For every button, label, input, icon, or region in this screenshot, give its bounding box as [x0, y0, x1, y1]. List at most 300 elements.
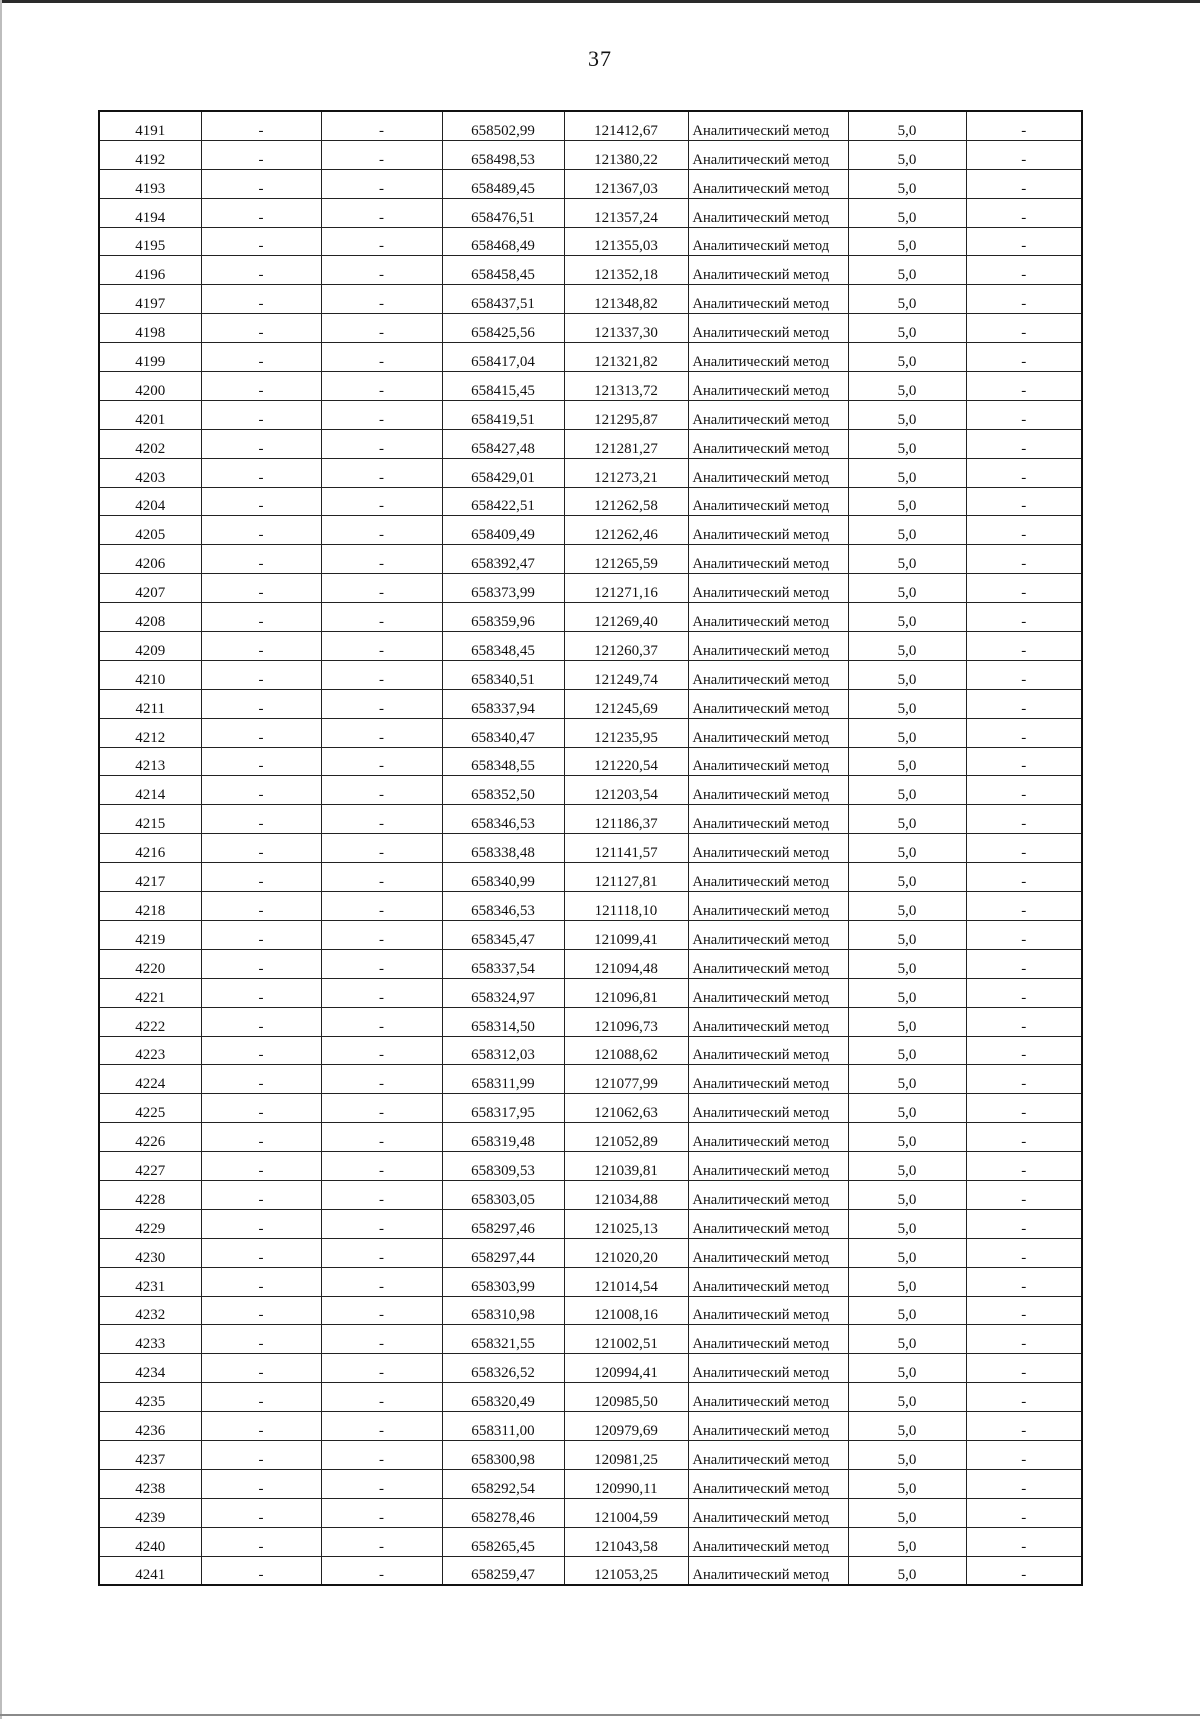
- old-y-cell: -: [321, 1036, 442, 1065]
- point-number-cell: 4227: [99, 1152, 201, 1181]
- old-y-cell: -: [321, 1527, 442, 1556]
- y-coordinate-cell: 121002,51: [564, 1325, 688, 1354]
- old-y-cell: -: [321, 603, 442, 632]
- precision-cell: 5,0: [848, 603, 966, 632]
- table-row: [99, 516, 1082, 545]
- precision-cell: 5,0: [848, 660, 966, 689]
- method-cell: Аналитический метод: [688, 1556, 848, 1585]
- x-coordinate-cell: 658419,51: [442, 400, 564, 429]
- point-number-cell: 4235: [99, 1383, 201, 1412]
- y-coordinate-cell: 121008,16: [564, 1296, 688, 1325]
- precision-cell: 5,0: [848, 1007, 966, 1036]
- y-coordinate-cell: 121186,37: [564, 805, 688, 834]
- method-cell: Аналитический метод: [688, 1469, 848, 1498]
- old-x-cell: -: [201, 1325, 321, 1354]
- precision-cell: 5,0: [848, 1325, 966, 1354]
- precision-cell: 5,0: [848, 1296, 966, 1325]
- old-y-cell: -: [321, 1412, 442, 1441]
- precision-cell: 5,0: [848, 834, 966, 863]
- point-number-cell: 4221: [99, 978, 201, 1007]
- precision-cell: 5,0: [848, 863, 966, 892]
- precision-cell: 5,0: [848, 343, 966, 372]
- method-cell: Аналитический метод: [688, 1440, 848, 1469]
- table-row: [99, 978, 1082, 1007]
- table-row: [99, 574, 1082, 603]
- x-coordinate-cell: 658317,95: [442, 1094, 564, 1123]
- method-cell: Аналитический метод: [688, 140, 848, 169]
- x-coordinate-cell: 658338,48: [442, 834, 564, 863]
- note-cell: -: [966, 1440, 1082, 1469]
- point-number-cell: 4194: [99, 198, 201, 227]
- table-row: [99, 603, 1082, 632]
- method-cell: Аналитический метод: [688, 776, 848, 805]
- old-x-cell: -: [201, 949, 321, 978]
- note-cell: -: [966, 1094, 1082, 1123]
- y-coordinate-cell: 121034,88: [564, 1180, 688, 1209]
- point-number-cell: 4204: [99, 487, 201, 516]
- table-row: [99, 660, 1082, 689]
- old-x-cell: -: [201, 776, 321, 805]
- x-coordinate-cell: 658259,47: [442, 1556, 564, 1585]
- old-x-cell: -: [201, 1354, 321, 1383]
- method-cell: Аналитический метод: [688, 1094, 848, 1123]
- method-cell: Аналитический метод: [688, 920, 848, 949]
- old-y-cell: -: [321, 545, 442, 574]
- precision-cell: 5,0: [848, 487, 966, 516]
- table-row: [99, 1036, 1082, 1065]
- old-x-cell: -: [201, 169, 321, 198]
- old-x-cell: -: [201, 660, 321, 689]
- old-x-cell: -: [201, 1412, 321, 1441]
- method-cell: Аналитический метод: [688, 978, 848, 1007]
- x-coordinate-cell: 658422,51: [442, 487, 564, 516]
- note-cell: -: [966, 1238, 1082, 1267]
- x-coordinate-cell: 658326,52: [442, 1354, 564, 1383]
- old-x-cell: -: [201, 1123, 321, 1152]
- note-cell: -: [966, 863, 1082, 892]
- x-coordinate-cell: 658346,53: [442, 892, 564, 921]
- old-x-cell: -: [201, 545, 321, 574]
- old-y-cell: -: [321, 892, 442, 921]
- precision-cell: 5,0: [848, 892, 966, 921]
- table-row: [99, 805, 1082, 834]
- y-coordinate-cell: 121094,48: [564, 949, 688, 978]
- old-y-cell: -: [321, 1238, 442, 1267]
- old-y-cell: -: [321, 372, 442, 401]
- note-cell: -: [966, 487, 1082, 516]
- old-y-cell: -: [321, 834, 442, 863]
- old-x-cell: -: [201, 1267, 321, 1296]
- x-coordinate-cell: 658346,53: [442, 805, 564, 834]
- x-coordinate-cell: 658392,47: [442, 545, 564, 574]
- old-y-cell: -: [321, 863, 442, 892]
- x-coordinate-cell: 658320,49: [442, 1383, 564, 1412]
- y-coordinate-cell: 121269,40: [564, 603, 688, 632]
- precision-cell: 5,0: [848, 949, 966, 978]
- x-coordinate-cell: 658303,05: [442, 1180, 564, 1209]
- precision-cell: 5,0: [848, 1498, 966, 1527]
- precision-cell: 5,0: [848, 1152, 966, 1181]
- point-number-cell: 4217: [99, 863, 201, 892]
- precision-cell: 5,0: [848, 747, 966, 776]
- y-coordinate-cell: 121273,21: [564, 458, 688, 487]
- precision-cell: 5,0: [848, 978, 966, 1007]
- precision-cell: 5,0: [848, 458, 966, 487]
- method-cell: Аналитический метод: [688, 1152, 848, 1181]
- note-cell: -: [966, 285, 1082, 314]
- old-y-cell: -: [321, 400, 442, 429]
- y-coordinate-cell: 121262,46: [564, 516, 688, 545]
- old-y-cell: -: [321, 1267, 442, 1296]
- old-x-cell: -: [201, 603, 321, 632]
- x-coordinate-cell: 658348,45: [442, 632, 564, 661]
- method-cell: Аналитический метод: [688, 372, 848, 401]
- point-number-cell: 4214: [99, 776, 201, 805]
- old-x-cell: -: [201, 834, 321, 863]
- y-coordinate-cell: 121295,87: [564, 400, 688, 429]
- note-cell: -: [966, 1556, 1082, 1585]
- old-y-cell: -: [321, 1065, 442, 1094]
- x-coordinate-cell: 658292,54: [442, 1469, 564, 1498]
- table-row: [99, 372, 1082, 401]
- x-coordinate-cell: 658311,99: [442, 1065, 564, 1094]
- old-y-cell: -: [321, 314, 442, 343]
- y-coordinate-cell: 121337,30: [564, 314, 688, 343]
- x-coordinate-cell: 658319,48: [442, 1123, 564, 1152]
- point-number-cell: 4228: [99, 1180, 201, 1209]
- note-cell: -: [966, 198, 1082, 227]
- table-row: [99, 1296, 1082, 1325]
- method-cell: Аналитический метод: [688, 1238, 848, 1267]
- note-cell: -: [966, 111, 1082, 140]
- x-coordinate-cell: 658498,53: [442, 140, 564, 169]
- old-x-cell: -: [201, 111, 321, 140]
- point-number-cell: 4213: [99, 747, 201, 776]
- precision-cell: 5,0: [848, 1412, 966, 1441]
- precision-cell: 5,0: [848, 372, 966, 401]
- method-cell: Аналитический метод: [688, 1123, 848, 1152]
- precision-cell: 5,0: [848, 776, 966, 805]
- old-x-cell: -: [201, 1498, 321, 1527]
- scan-left-edge: [0, 0, 2, 1719]
- precision-cell: 5,0: [848, 718, 966, 747]
- note-cell: -: [966, 256, 1082, 285]
- note-cell: -: [966, 1267, 1082, 1296]
- old-y-cell: -: [321, 458, 442, 487]
- x-coordinate-cell: 658409,49: [442, 516, 564, 545]
- point-number-cell: 4203: [99, 458, 201, 487]
- old-x-cell: -: [201, 314, 321, 343]
- y-coordinate-cell: 121020,20: [564, 1238, 688, 1267]
- old-y-cell: -: [321, 1498, 442, 1527]
- precision-cell: 5,0: [848, 169, 966, 198]
- old-y-cell: -: [321, 978, 442, 1007]
- coordinates-table-body: [99, 111, 1082, 1585]
- note-cell: -: [966, 1209, 1082, 1238]
- old-x-cell: -: [201, 1238, 321, 1267]
- old-y-cell: -: [321, 1440, 442, 1469]
- old-y-cell: -: [321, 1209, 442, 1238]
- old-y-cell: -: [321, 169, 442, 198]
- old-y-cell: -: [321, 516, 442, 545]
- precision-cell: 5,0: [848, 1036, 966, 1065]
- note-cell: -: [966, 1296, 1082, 1325]
- method-cell: Аналитический метод: [688, 169, 848, 198]
- old-y-cell: -: [321, 256, 442, 285]
- note-cell: -: [966, 227, 1082, 256]
- x-coordinate-cell: 658340,47: [442, 718, 564, 747]
- old-x-cell: -: [201, 1152, 321, 1181]
- method-cell: Аналитический метод: [688, 400, 848, 429]
- old-y-cell: -: [321, 111, 442, 140]
- old-y-cell: -: [321, 776, 442, 805]
- method-cell: Аналитический метод: [688, 487, 848, 516]
- table-row: [99, 314, 1082, 343]
- x-coordinate-cell: 658337,94: [442, 689, 564, 718]
- x-coordinate-cell: 658278,46: [442, 1498, 564, 1527]
- note-cell: -: [966, 516, 1082, 545]
- point-number-cell: 4224: [99, 1065, 201, 1094]
- table-row: [99, 892, 1082, 921]
- old-x-cell: -: [201, 400, 321, 429]
- old-y-cell: -: [321, 227, 442, 256]
- note-cell: -: [966, 1007, 1082, 1036]
- point-number-cell: 4222: [99, 1007, 201, 1036]
- point-number-cell: 4232: [99, 1296, 201, 1325]
- old-x-cell: -: [201, 920, 321, 949]
- point-number-cell: 4215: [99, 805, 201, 834]
- point-number-cell: 4231: [99, 1267, 201, 1296]
- table-row: [99, 1325, 1082, 1354]
- precision-cell: 5,0: [848, 545, 966, 574]
- x-coordinate-cell: 658425,56: [442, 314, 564, 343]
- old-x-cell: -: [201, 1469, 321, 1498]
- precision-cell: 5,0: [848, 400, 966, 429]
- table-row: [99, 1498, 1082, 1527]
- precision-cell: 5,0: [848, 198, 966, 227]
- note-cell: -: [966, 689, 1082, 718]
- y-coordinate-cell: 120979,69: [564, 1412, 688, 1441]
- y-coordinate-cell: 121220,54: [564, 747, 688, 776]
- point-number-cell: 4218: [99, 892, 201, 921]
- old-y-cell: -: [321, 949, 442, 978]
- old-x-cell: -: [201, 574, 321, 603]
- method-cell: Аналитический метод: [688, 1325, 848, 1354]
- method-cell: Аналитический метод: [688, 198, 848, 227]
- note-cell: -: [966, 632, 1082, 661]
- note-cell: -: [966, 776, 1082, 805]
- x-coordinate-cell: 658415,45: [442, 372, 564, 401]
- note-cell: -: [966, 1065, 1082, 1094]
- old-y-cell: -: [321, 1325, 442, 1354]
- point-number-cell: 4207: [99, 574, 201, 603]
- note-cell: -: [966, 834, 1082, 863]
- precision-cell: 5,0: [848, 632, 966, 661]
- precision-cell: 5,0: [848, 1209, 966, 1238]
- old-x-cell: -: [201, 1209, 321, 1238]
- method-cell: Аналитический метод: [688, 574, 848, 603]
- note-cell: -: [966, 660, 1082, 689]
- y-coordinate-cell: 121380,22: [564, 140, 688, 169]
- method-cell: Аналитический метод: [688, 1065, 848, 1094]
- precision-cell: 5,0: [848, 1556, 966, 1585]
- method-cell: Аналитический метод: [688, 805, 848, 834]
- old-y-cell: -: [321, 487, 442, 516]
- old-x-cell: -: [201, 805, 321, 834]
- scan-top-edge: [0, 0, 1200, 3]
- method-cell: Аналитический метод: [688, 1527, 848, 1556]
- old-y-cell: -: [321, 1152, 442, 1181]
- method-cell: Аналитический метод: [688, 545, 848, 574]
- point-number-cell: 4191: [99, 111, 201, 140]
- table-row: [99, 1152, 1082, 1181]
- method-cell: Аналитический метод: [688, 1296, 848, 1325]
- y-coordinate-cell: 121062,63: [564, 1094, 688, 1123]
- old-y-cell: -: [321, 574, 442, 603]
- old-x-cell: -: [201, 689, 321, 718]
- note-cell: -: [966, 1354, 1082, 1383]
- note-cell: -: [966, 1469, 1082, 1498]
- table-row: [99, 1354, 1082, 1383]
- old-x-cell: -: [201, 487, 321, 516]
- note-cell: -: [966, 343, 1082, 372]
- x-coordinate-cell: 658297,46: [442, 1209, 564, 1238]
- method-cell: Аналитический метод: [688, 834, 848, 863]
- note-cell: -: [966, 458, 1082, 487]
- y-coordinate-cell: 121245,69: [564, 689, 688, 718]
- method-cell: Аналитический метод: [688, 863, 848, 892]
- table-row: [99, 1065, 1082, 1094]
- point-number-cell: 4239: [99, 1498, 201, 1527]
- x-coordinate-cell: 658337,54: [442, 949, 564, 978]
- table-row: [99, 1007, 1082, 1036]
- old-y-cell: -: [321, 1296, 442, 1325]
- method-cell: Аналитический метод: [688, 603, 848, 632]
- method-cell: Аналитический метод: [688, 949, 848, 978]
- table-row: [99, 1383, 1082, 1412]
- point-number-cell: 4236: [99, 1412, 201, 1441]
- point-number-cell: 4219: [99, 920, 201, 949]
- old-y-cell: -: [321, 1383, 442, 1412]
- precision-cell: 5,0: [848, 227, 966, 256]
- method-cell: Аналитический метод: [688, 429, 848, 458]
- y-coordinate-cell: 121262,58: [564, 487, 688, 516]
- point-number-cell: 4211: [99, 689, 201, 718]
- y-coordinate-cell: 121281,27: [564, 429, 688, 458]
- point-number-cell: 4202: [99, 429, 201, 458]
- y-coordinate-cell: 120981,25: [564, 1440, 688, 1469]
- x-coordinate-cell: 658303,99: [442, 1267, 564, 1296]
- y-coordinate-cell: 121077,99: [564, 1065, 688, 1094]
- note-cell: -: [966, 169, 1082, 198]
- y-coordinate-cell: 121265,59: [564, 545, 688, 574]
- y-coordinate-cell: 121412,67: [564, 111, 688, 140]
- precision-cell: 5,0: [848, 805, 966, 834]
- old-x-cell: -: [201, 1527, 321, 1556]
- old-x-cell: -: [201, 372, 321, 401]
- x-coordinate-cell: 658312,03: [442, 1036, 564, 1065]
- table-row: [99, 632, 1082, 661]
- old-y-cell: -: [321, 285, 442, 314]
- method-cell: Аналитический метод: [688, 1209, 848, 1238]
- table-row: [99, 198, 1082, 227]
- table-row: [99, 1412, 1082, 1441]
- x-coordinate-cell: 658352,50: [442, 776, 564, 805]
- y-coordinate-cell: 121352,18: [564, 256, 688, 285]
- note-cell: -: [966, 1527, 1082, 1556]
- method-cell: Аналитический метод: [688, 343, 848, 372]
- table-row: [99, 256, 1082, 285]
- note-cell: -: [966, 574, 1082, 603]
- y-coordinate-cell: 121271,16: [564, 574, 688, 603]
- note-cell: -: [966, 1180, 1082, 1209]
- old-y-cell: -: [321, 1094, 442, 1123]
- old-x-cell: -: [201, 516, 321, 545]
- old-x-cell: -: [201, 718, 321, 747]
- old-y-cell: -: [321, 343, 442, 372]
- page-number: 37: [588, 46, 612, 71]
- x-coordinate-cell: 658314,50: [442, 1007, 564, 1036]
- point-number-cell: 4241: [99, 1556, 201, 1585]
- x-coordinate-cell: 658340,99: [442, 863, 564, 892]
- table-row: [99, 111, 1082, 140]
- note-cell: -: [966, 920, 1082, 949]
- old-y-cell: -: [321, 1556, 442, 1585]
- old-y-cell: -: [321, 805, 442, 834]
- y-coordinate-cell: 121249,74: [564, 660, 688, 689]
- old-y-cell: -: [321, 1123, 442, 1152]
- x-coordinate-cell: 658321,55: [442, 1325, 564, 1354]
- note-cell: -: [966, 314, 1082, 343]
- precision-cell: 5,0: [848, 429, 966, 458]
- point-number-cell: 4233: [99, 1325, 201, 1354]
- precision-cell: 5,0: [848, 1065, 966, 1094]
- precision-cell: 5,0: [848, 1094, 966, 1123]
- point-number-cell: 4206: [99, 545, 201, 574]
- y-coordinate-cell: 121043,58: [564, 1527, 688, 1556]
- x-coordinate-cell: 658265,45: [442, 1527, 564, 1556]
- y-coordinate-cell: 120994,41: [564, 1354, 688, 1383]
- note-cell: -: [966, 747, 1082, 776]
- x-coordinate-cell: 658417,04: [442, 343, 564, 372]
- old-y-cell: -: [321, 198, 442, 227]
- old-x-cell: -: [201, 747, 321, 776]
- note-cell: -: [966, 949, 1082, 978]
- old-x-cell: -: [201, 978, 321, 1007]
- x-coordinate-cell: 658468,49: [442, 227, 564, 256]
- x-coordinate-cell: 658359,96: [442, 603, 564, 632]
- old-y-cell: -: [321, 718, 442, 747]
- old-x-cell: -: [201, 140, 321, 169]
- point-number-cell: 4196: [99, 256, 201, 285]
- coordinates-table: [98, 110, 1083, 1586]
- precision-cell: 5,0: [848, 1267, 966, 1296]
- old-y-cell: -: [321, 429, 442, 458]
- point-number-cell: 4195: [99, 227, 201, 256]
- method-cell: Аналитический метод: [688, 660, 848, 689]
- precision-cell: 5,0: [848, 1354, 966, 1383]
- precision-cell: 5,0: [848, 314, 966, 343]
- old-y-cell: -: [321, 1007, 442, 1036]
- x-coordinate-cell: 658476,51: [442, 198, 564, 227]
- point-number-cell: 4230: [99, 1238, 201, 1267]
- table-row: [99, 343, 1082, 372]
- old-y-cell: -: [321, 660, 442, 689]
- old-x-cell: -: [201, 1296, 321, 1325]
- point-number-cell: 4229: [99, 1209, 201, 1238]
- old-x-cell: -: [201, 863, 321, 892]
- y-coordinate-cell: 121096,73: [564, 1007, 688, 1036]
